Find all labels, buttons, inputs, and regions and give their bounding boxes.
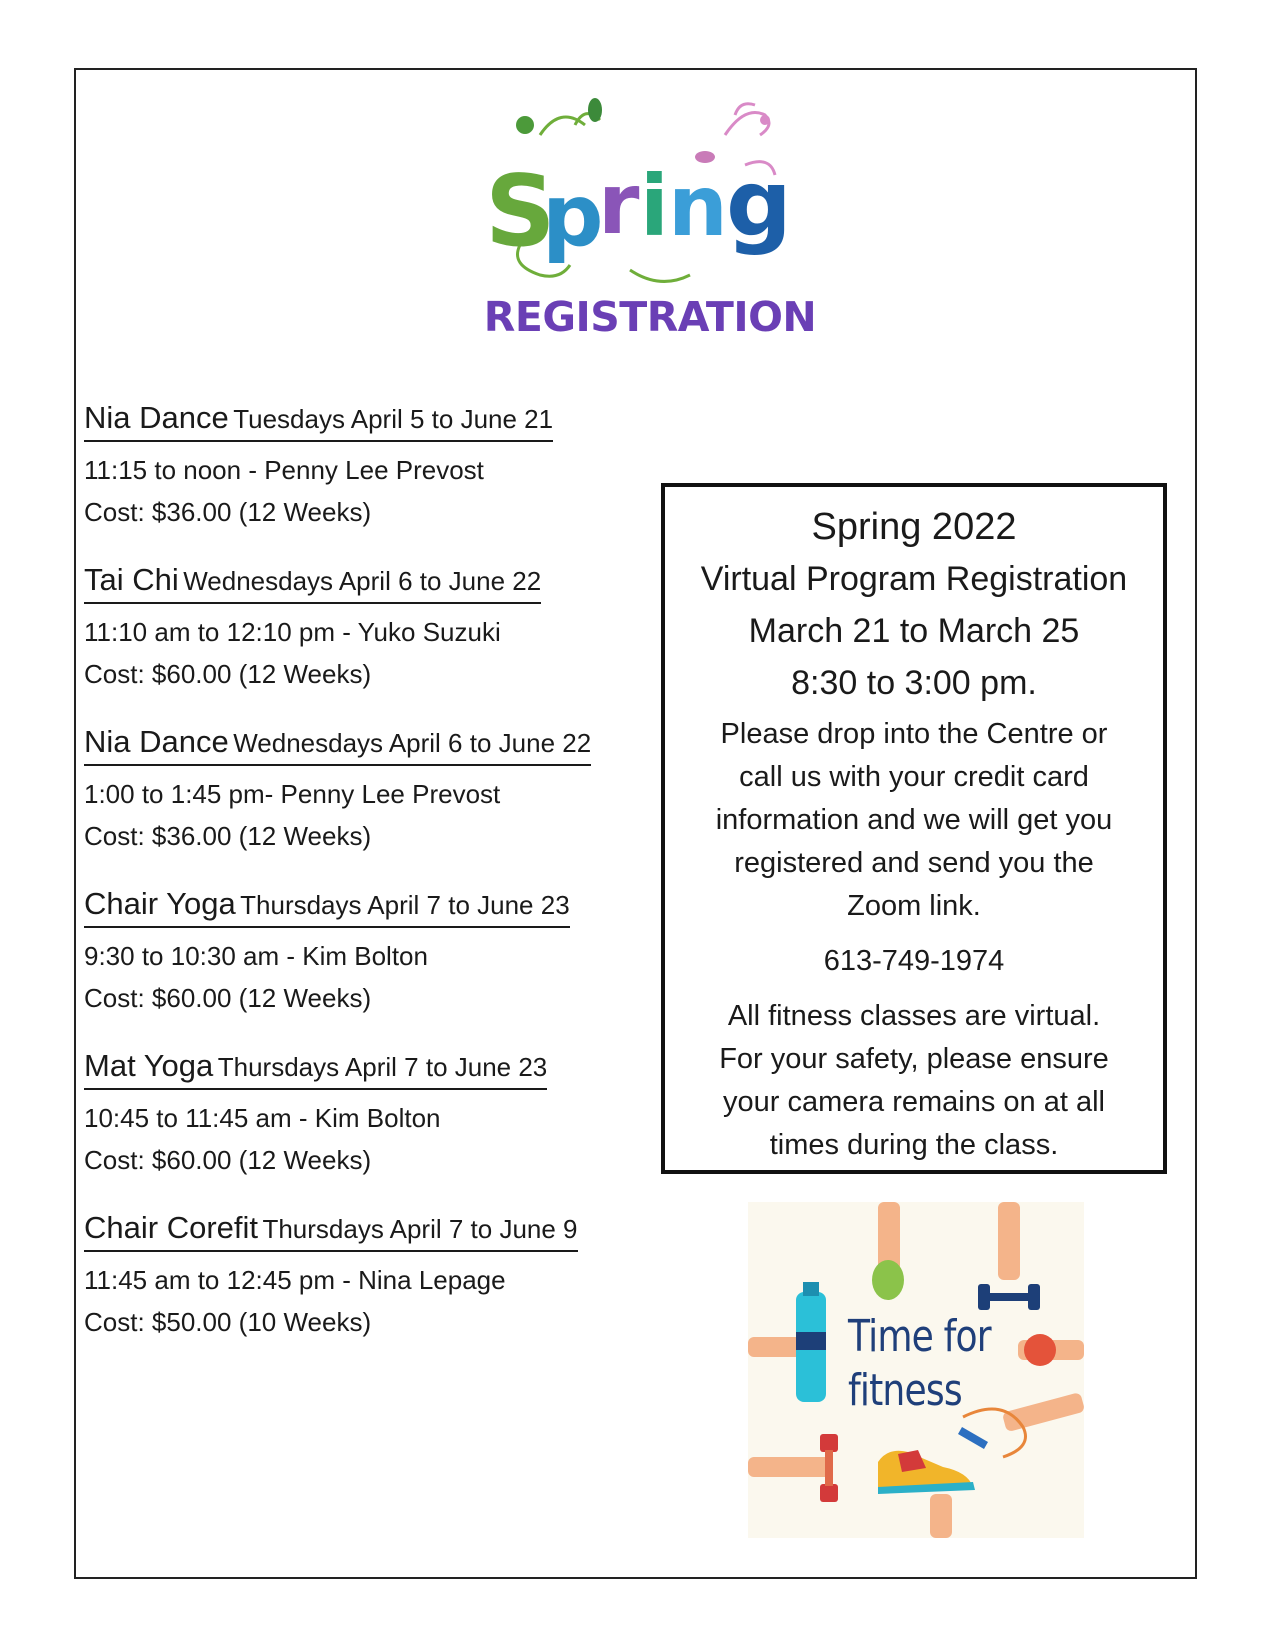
class-time: 1:00 to 1:45 pm- Penny Lee Prevost [84, 779, 501, 809]
virtual-note [665, 995, 1163, 1167]
class-heading [84, 1050, 547, 1090]
apple-icon [1024, 1334, 1056, 1366]
info-dates: March 21 to March 25 [748, 612, 1080, 650]
class-name: Chair Corefit [84, 1210, 258, 1245]
class-item [84, 1050, 664, 1181]
info-instructions-line: information and we will get you [715, 804, 1113, 836]
info-season: Spring 2022 [811, 506, 1017, 548]
class-name: Nia Dance [84, 724, 229, 759]
svg-text:n: n [668, 157, 728, 255]
phone-number: 613-749-1974 [823, 945, 1005, 977]
info-instructions [665, 713, 1163, 928]
class-item [84, 564, 664, 695]
class-cost: Cost: $50.00 (10 Weeks) [84, 1307, 372, 1337]
class-schedule: Wednesdays April 6 to June 22 [183, 566, 542, 596]
svg-text:g: g [726, 150, 792, 257]
info-title: Virtual Program Registration [700, 560, 1128, 598]
class-heading [84, 726, 591, 766]
registration-info-box [661, 483, 1167, 1174]
class-cost: Cost: $36.00 (12 Weeks) [84, 821, 372, 851]
svg-text:i: i [640, 157, 669, 255]
class-time: 9:30 to 10:30 am - Kim Bolton [84, 941, 428, 971]
water-bottle-icon [796, 1282, 826, 1402]
class-time: 11:45 am to 12:45 pm - Nina Lepage [84, 1265, 506, 1295]
time-for-fitness-image [748, 1202, 1084, 1538]
class-time: 11:15 to noon - Penny Lee Prevost [84, 455, 484, 485]
fitness-text-line: Time for [848, 1311, 991, 1362]
class-item [84, 888, 664, 1019]
info-instructions-line: Zoom link. [847, 890, 981, 922]
class-schedule: Thursdays April 7 to June 9 [262, 1214, 578, 1244]
class-cost: Cost: $60.00 (12 Weeks) [84, 983, 372, 1013]
spring-registration-logo [480, 95, 820, 345]
class-schedule: Thursdays April 7 to June 23 [217, 1052, 548, 1082]
class-cost: Cost: $60.00 (12 Weeks) [84, 659, 372, 689]
class-list [84, 402, 664, 1374]
class-name: Chair Yoga [84, 886, 236, 921]
pear-icon [872, 1260, 904, 1300]
svg-text:r: r [598, 155, 640, 253]
class-item [84, 402, 664, 533]
info-instructions-line: registered and send you the [734, 847, 1094, 879]
class-cost: Cost: $36.00 (12 Weeks) [84, 497, 372, 527]
dumbbell-icon [978, 1284, 1040, 1310]
svg-text:S: S [485, 155, 548, 269]
class-time: 11:10 am to 12:10 pm - Yuko Suzuki [84, 617, 501, 647]
class-schedule: Tuesdays April 5 to June 21 [233, 404, 554, 434]
virtual-note-line: All fitness classes are virtual. [727, 1000, 1101, 1032]
class-time: 10:45 to 11:45 am - Kim Bolton [84, 1103, 441, 1133]
class-cost: Cost: $60.00 (12 Weeks) [84, 1145, 372, 1175]
virtual-note-line: times during the class. [769, 1129, 1059, 1161]
class-heading [84, 402, 553, 442]
info-hours: 8:30 to 3:00 pm. [791, 664, 1037, 702]
spring-logo-art [480, 95, 820, 295]
class-heading [84, 1212, 578, 1252]
class-item [84, 726, 664, 857]
class-schedule: Thursdays April 7 to June 23 [240, 890, 570, 920]
virtual-note-line: For your safety, please ensure [719, 1043, 1109, 1075]
virtual-note-line: your camera remains on at all [723, 1086, 1105, 1118]
class-schedule: Wednesdays April 6 to June 22 [233, 728, 592, 758]
svg-text:p: p [542, 166, 598, 266]
fitness-text-line: fitness [848, 1365, 962, 1416]
class-heading [84, 888, 570, 928]
class-name: Mat Yoga [84, 1048, 214, 1083]
class-name: Nia Dance [84, 400, 229, 435]
class-heading [84, 564, 541, 604]
info-instructions-line: Please drop into the Centre or [720, 718, 1108, 750]
class-item [84, 1212, 664, 1343]
sneaker-icon [878, 1450, 975, 1494]
info-instructions-line: call us with your credit card [739, 761, 1089, 793]
flower-icon [516, 116, 534, 134]
registration-title: REGISTRATION [483, 293, 817, 341]
time-for-fitness-text [848, 1310, 991, 1418]
class-name: Tai Chi [84, 562, 179, 597]
